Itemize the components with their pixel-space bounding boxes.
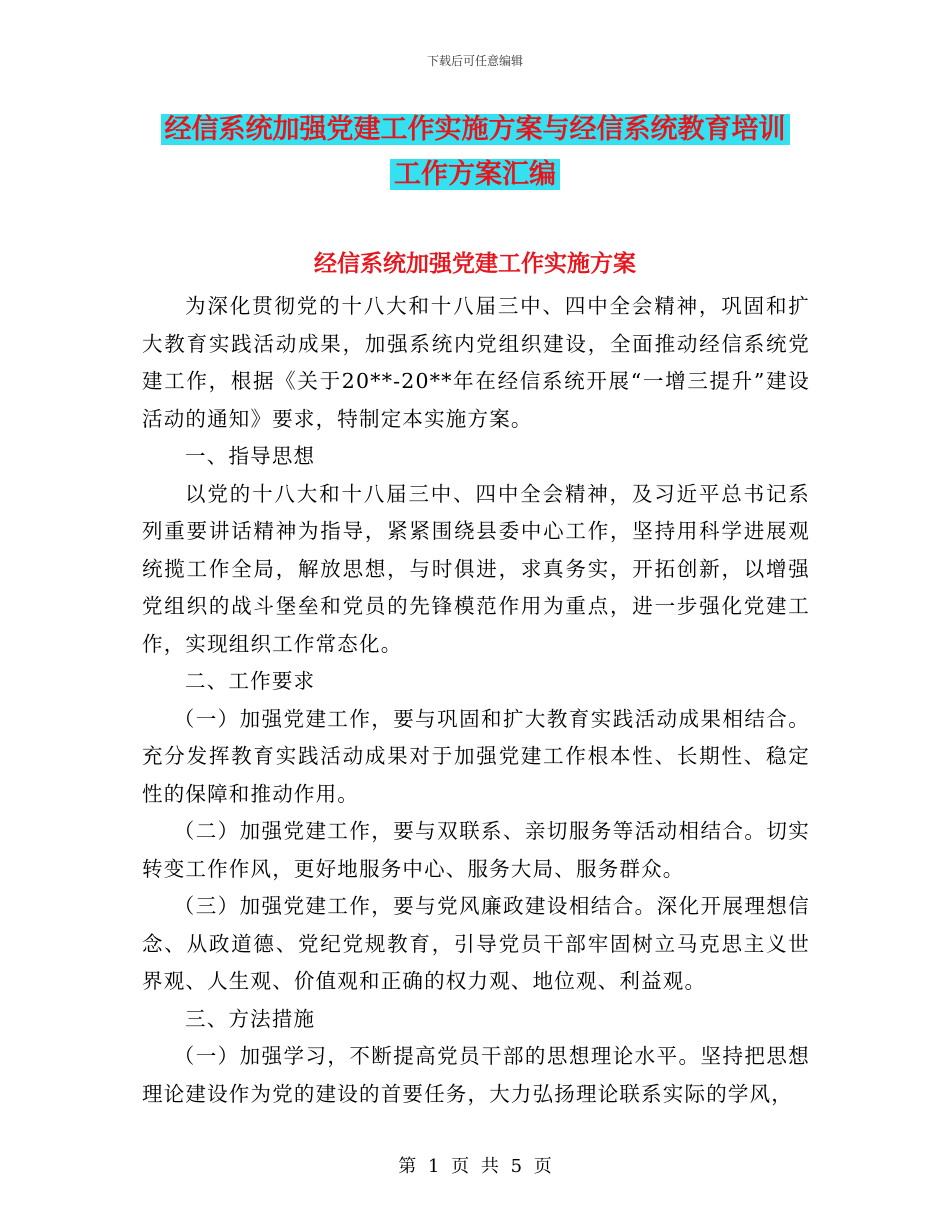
requirement-item-1: （一）加强党建工作，要与巩固和扩大教育实践活动成果相结合。充分发挥教育实践活动成果对于加强党建工作根本性、长期性、稳定性的保障和推动作用。 <box>142 706 810 806</box>
document-title-line-1 <box>0 110 950 150</box>
document-title-line-2 <box>0 155 950 195</box>
document-title-line-1-text: 经信系统加强党建工作实施方案与经信系统教育培训 <box>161 114 790 145</box>
heading-guiding-ideology: 一、指导思想 <box>185 444 316 468</box>
document-title-line-2-text: 工作方案汇编 <box>390 159 560 190</box>
heading-work-requirements: 二、工作要求 <box>185 669 316 693</box>
requirement-item-3: （三）加强党建工作，要与党风廉政建设相结合。深化开展理想信念、从政道德、党纪党规教育，引导党员干部牢固树立马克思主义世界观、人生观、价值观和正确的权力观、地位观、利益观。 <box>142 894 810 993</box>
page-footer: 第 1 页 共 5 页 <box>398 1156 552 1177</box>
requirement-item-2: （二）加强党建工作，要与双联系、亲切服务等活动相结合。切实转变工作作风，更好地服务中心、服务大局、服务群众。 <box>142 819 810 881</box>
measure-item-1: （一）加强学习，不断提高党员干部的思想理论水平。坚持把思想理论建设作为党的建设的首要任务，大力弘扬理论联系实际的学风， <box>142 1044 810 1106</box>
header-note: 下载后可任意编辑 <box>426 54 523 68</box>
section-title: 经信系统加强党建工作实施方案 <box>314 251 636 277</box>
paragraph-guiding-ideology: 以党的十八大和十八届三中、四中全会精神，及习近平总书记系列重要讲话精神为指导，紧紧围绕县委中心工作，坚持用科学进展观统揽工作全局，解放思想，与时俱进，求真务实，开拓创新，以增强党组织的战斗堡垒和党员的先锋模范作用为重点，进一步强化党建工作，实现组织工作常态化。 <box>142 481 810 656</box>
intro-paragraph: 为深化贯彻党的十八大和十八届三中、四中全会精神，巩固和扩大教育实践活动成果，加强系统内党组织建设，全面推动经信系统党建工作，根据《关于20**-20**年在经信系统开展“一增三提升”建设活动的通知》要求，特制定本实施方案。 <box>142 294 810 431</box>
heading-methods-measures: 三、方法措施 <box>185 1006 316 1031</box>
document-body <box>142 288 810 1113</box>
